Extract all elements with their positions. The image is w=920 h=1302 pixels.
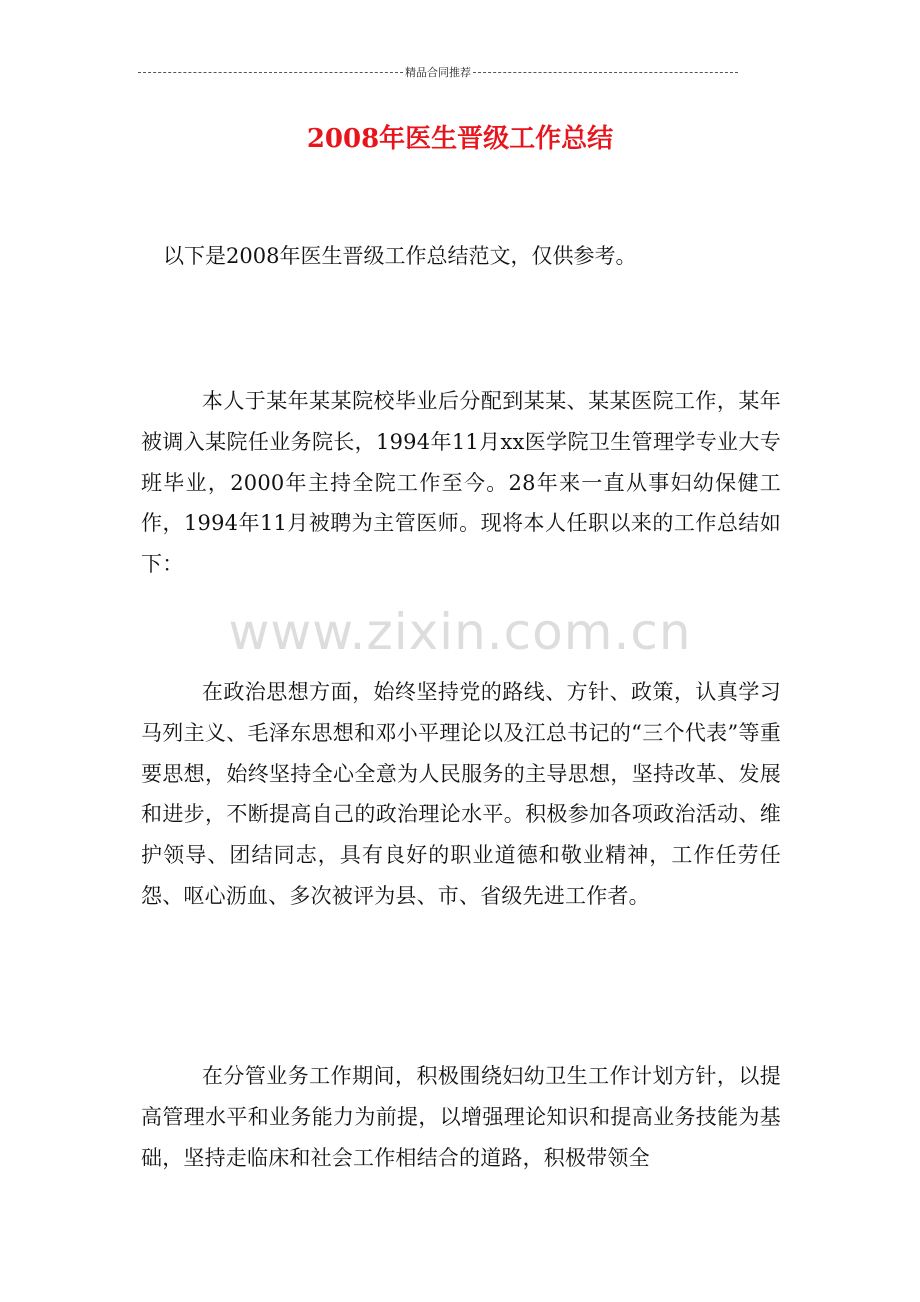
watermark: www.zixin.com.cn [228,603,692,661]
header-dash-left [138,72,403,73]
header-label: 精品合同推荐 [405,66,471,79]
intro-text: 以下是2008年医生晋级工作总结范文，仅供参考。 [163,244,637,268]
paragraph-3 [141,1056,781,1178]
paragraph-text: 在分管业务工作期间，积极围绕妇幼卫生工作计划方针，以提高管理水平和业务能力为前提，以增强理论知识和提高业务技能为基础，坚持走临床和社会工作相结合的道路，积极带领全 [141,1064,781,1170]
header-divider [138,64,738,80]
paragraph-text: 本人于某年某某院校毕业后分配到某某、某某医院工作，某年被调入某院任业务院长，1994年11月xx医学院卫生管理学专业大专班毕业，2000年主持全院工作至今。28年来一直从事妇幼保健工作，1994年11月被聘为主管医师。现将本人任职以来的工作总结如下： [141,389,781,577]
paragraph-1 [141,381,781,585]
paragraph-2 [141,672,781,917]
document-title: 2008年医生晋级工作总结 [306,124,614,154]
paragraph-text: 在政治思想方面，始终坚持党的路线、方针、政策，认真学习马列主义、毛泽东思想和邓小平理论以及江总书记的“三个代表”等重要思想，始终坚持全心全意为人民服务的主导思想，坚持改革、发展和进步，不断提高自己的政治理论水平。积极参加各项政治活动、维护领导、团结同志，具有良好的职业道德和敬业精神，工作任劳任怨、呕心沥血、多次被评为县、市、省级先进工作者。 [141,680,781,908]
header-dash-right [473,72,738,73]
